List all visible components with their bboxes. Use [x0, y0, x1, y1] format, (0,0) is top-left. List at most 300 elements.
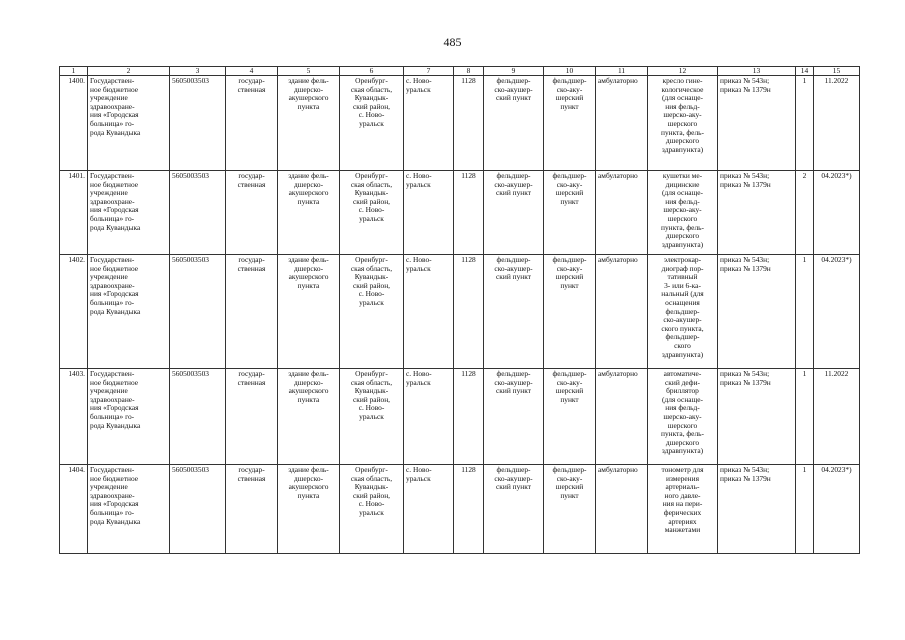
quantity-cell: 1: [796, 76, 814, 171]
locality-cell: [404, 465, 454, 554]
cell-line: больница» го-: [90, 507, 135, 517]
unit-name-cell: [544, 465, 596, 554]
cell-line: здание фель-: [288, 255, 329, 264]
column-number-cell: 15: [814, 67, 860, 76]
care-form-cell: [596, 465, 648, 554]
locality-cell: [404, 171, 454, 255]
cell-line: Оренбург-: [355, 465, 388, 474]
row-number-cell: 1403.: [60, 369, 88, 465]
cell-line: приказ № 543н;: [720, 76, 770, 85]
date-cell: 04.2023*): [814, 465, 860, 554]
address-cell: [340, 255, 404, 369]
cell-line: шерско-аку-: [663, 205, 702, 215]
cell-line: пункта, фель-: [661, 429, 704, 439]
cell-line: ский район,: [352, 490, 391, 500]
cell-line: уральск: [406, 473, 431, 483]
ownership-cell: [226, 465, 278, 554]
ownership-cell: [226, 255, 278, 369]
cell-line: учреждение: [90, 272, 128, 282]
cell-line: ский район,: [352, 280, 391, 290]
cell-line: ский пункт: [496, 482, 531, 492]
cell-line: фельдшер-: [496, 369, 531, 378]
column-number-cell: 6: [340, 67, 404, 76]
cell-line: ско-акушер-: [494, 84, 533, 94]
cell-line: с. Ново-: [358, 403, 385, 413]
inn-cell: 5605003503: [170, 171, 226, 255]
care-form-cell: [596, 369, 648, 465]
organization-cell: [88, 255, 170, 369]
cell-line: здравоохране-: [90, 490, 135, 500]
cell-line: пункт: [560, 101, 579, 111]
equipment-cell: [648, 255, 718, 369]
cell-line: (для оснаще-: [662, 394, 703, 404]
building-cell: [278, 465, 340, 554]
cell-line: ное бюджетное: [90, 84, 139, 94]
cell-line: фельдшер-: [552, 171, 587, 180]
cell-line: Оренбург-: [355, 171, 388, 180]
cell-line: пункта: [297, 196, 320, 206]
ownership-cell: [226, 76, 278, 171]
cell-line: фельдшер-: [552, 76, 587, 85]
cell-line: Кувандык-: [354, 272, 389, 282]
cell-line: государ-: [238, 255, 265, 264]
cell-line: фельдшер-: [496, 465, 531, 474]
cell-line: приказ № 543н;: [720, 369, 770, 378]
cell-line: Государствен-: [90, 171, 135, 180]
cell-line: кресло гине-: [662, 76, 703, 85]
cell-line: дшерского: [665, 437, 700, 447]
cell-line: пункт: [560, 196, 579, 206]
quantity-cell: 2: [796, 171, 814, 255]
cell-line: Государствен-: [90, 76, 135, 85]
cell-line: Государствен-: [90, 369, 135, 378]
address-cell: [340, 76, 404, 171]
cell-line: тонометр для: [661, 465, 704, 474]
table-row: [60, 369, 860, 465]
cell-line: пункт: [560, 490, 579, 500]
cell-line: дшерского: [665, 231, 700, 241]
column-number-cell: 8: [454, 67, 484, 76]
cell-line: здравпункта): [661, 239, 704, 249]
cell-line: дшерского: [665, 136, 700, 146]
cell-line: ния «Городская: [90, 403, 139, 413]
cell-line: уральск: [406, 179, 431, 189]
cell-line: здравоохране-: [90, 280, 135, 290]
cell-line: приказ № 543н;: [720, 255, 770, 264]
quantity-cell: 1: [796, 255, 814, 369]
cell-line: шерского: [667, 420, 698, 430]
cell-line: фельдшер-: [496, 255, 531, 264]
cell-line: 3- или 6-ка-: [664, 280, 701, 290]
cell-line: артериях: [668, 516, 697, 526]
ownership-cell: [226, 171, 278, 255]
cell-line: приказ № 1379н: [720, 84, 771, 94]
cell-line: дшерско-: [293, 84, 324, 94]
row-number-cell: 1404.: [60, 465, 88, 554]
cell-line: рода Кувандыка: [90, 306, 141, 316]
unit-type-cell: [484, 171, 544, 255]
cell-line: амбулаторно: [598, 255, 638, 264]
cell-line: ского пункта,: [661, 323, 704, 333]
column-number-cell: 9: [484, 67, 544, 76]
cell-line: ско-аку-: [556, 263, 583, 273]
cell-line: больница» го-: [90, 297, 135, 307]
cell-line: пункт: [560, 280, 579, 290]
column-number-row: [60, 67, 860, 76]
order-cell: [718, 369, 796, 465]
cell-line: ственная: [237, 84, 266, 94]
order-cell: [718, 171, 796, 255]
cell-line: ская область,: [350, 84, 393, 94]
cell-line: дшерско-: [293, 377, 324, 387]
organization-cell: [88, 369, 170, 465]
column-number-cell: 3: [170, 67, 226, 76]
cell-line: тативный: [667, 272, 698, 282]
cell-line: амбулаторно: [598, 465, 638, 474]
equipment-cell: [648, 76, 718, 171]
cell-line: уральск: [359, 411, 384, 421]
cell-line: ского: [674, 340, 691, 350]
cell-line: с. Ново-: [358, 110, 385, 120]
address-cell: [340, 465, 404, 554]
cell-line: оснащения: [665, 297, 700, 307]
cell-line: пункта, фель-: [661, 127, 704, 137]
cell-line: уральск: [359, 213, 384, 223]
cell-line: дшерско-: [293, 473, 324, 483]
cell-line: электрокар-: [663, 255, 702, 264]
cell-line: ско-акушер-: [494, 473, 533, 483]
cell-line: здравпункта): [661, 144, 704, 154]
cell-line: дицинские: [665, 179, 700, 189]
code-cell: 1128: [454, 369, 484, 465]
quantity-cell: 1: [796, 369, 814, 465]
cell-line: шерский: [555, 386, 584, 396]
cell-line: артериаль-: [665, 482, 700, 492]
cell-line: шерский: [555, 188, 584, 198]
equipment-cell: [648, 465, 718, 554]
cell-line: ния «Городская: [90, 289, 139, 299]
cell-line: ственная: [237, 263, 266, 273]
inn-cell: 5605003503: [170, 76, 226, 171]
date-cell: 04.2023*): [814, 171, 860, 255]
cell-line: здание фель-: [288, 76, 329, 85]
table-row: [60, 76, 860, 171]
page-number: 485: [443, 35, 462, 49]
table-row: [60, 465, 860, 554]
inn-cell: 5605003503: [170, 465, 226, 554]
cell-line: Кувандык-: [354, 188, 389, 198]
cell-line: ния на пери-: [662, 499, 703, 509]
cell-line: государ-: [238, 465, 265, 474]
cell-line: приказ № 1379н: [720, 473, 771, 483]
cell-line: акушерского: [288, 93, 329, 103]
cell-line: ский пункт: [496, 272, 531, 282]
locality-cell: [404, 255, 454, 369]
cell-line: уральск: [359, 297, 384, 307]
cell-line: ния «Городская: [90, 110, 139, 120]
cell-line: Оренбург-: [355, 369, 388, 378]
cell-line: ного давле-: [664, 490, 701, 500]
equipment-table: [59, 66, 860, 554]
cell-line: рода Кувандыка: [90, 516, 141, 526]
organization-cell: [88, 171, 170, 255]
code-cell: 1128: [454, 76, 484, 171]
cell-line: приказ № 1379н: [720, 263, 771, 273]
cell-line: с. Ново-: [358, 499, 385, 509]
cell-line: шерско-аку-: [663, 110, 702, 120]
cell-line: с. Ново-: [406, 76, 432, 85]
table-row: [60, 171, 860, 255]
cell-line: приказ № 543н;: [720, 171, 770, 180]
building-cell: [278, 369, 340, 465]
cell-line: амбулаторно: [598, 171, 638, 180]
cell-line: здание фель-: [288, 369, 329, 378]
cell-line: (для оснаще-: [662, 93, 703, 103]
cell-line: фельдшер-: [552, 255, 587, 264]
order-cell: [718, 255, 796, 369]
cell-line: шерского: [667, 213, 698, 223]
cell-line: ное бюджетное: [90, 179, 139, 189]
cell-line: с. Ново-: [358, 205, 385, 215]
locality-cell: [404, 369, 454, 465]
column-number-cell: 13: [718, 67, 796, 76]
address-cell: [340, 171, 404, 255]
cell-line: с. Ново-: [406, 171, 432, 180]
cell-line: шерского: [667, 118, 698, 128]
column-number-cell: 10: [544, 67, 596, 76]
cell-line: ский пункт: [496, 386, 531, 396]
cell-line: уральск: [406, 84, 431, 94]
cell-line: фельдшер-: [552, 465, 587, 474]
cell-line: с. Ново-: [406, 369, 432, 378]
row-number-cell: 1401.: [60, 171, 88, 255]
column-number-cell: 5: [278, 67, 340, 76]
cell-line: ская область,: [350, 179, 393, 189]
cell-line: пункта: [297, 490, 320, 500]
building-cell: [278, 171, 340, 255]
cell-line: Кувандык-: [354, 386, 389, 396]
cell-line: здание фель-: [288, 171, 329, 180]
cell-line: государ-: [238, 171, 265, 180]
cell-line: уральск: [359, 118, 384, 128]
cell-line: здание фель-: [288, 465, 329, 474]
cell-line: приказ № 1379н: [720, 179, 771, 189]
date-cell: 11.2022: [814, 76, 860, 171]
unit-name-cell: [544, 171, 596, 255]
cell-line: манжетами: [664, 525, 701, 535]
cell-line: учреждение: [90, 93, 128, 103]
cell-line: больница» го-: [90, 118, 135, 128]
cell-line: ное бюджетное: [90, 263, 139, 273]
cell-line: фельдшер-: [496, 171, 531, 180]
cell-line: ский район,: [352, 394, 391, 404]
cell-line: здравоохране-: [90, 101, 135, 111]
row-number-cell: 1400.: [60, 76, 88, 171]
column-number-cell: 1: [60, 67, 88, 76]
cell-line: государ-: [238, 369, 265, 378]
code-cell: 1128: [454, 255, 484, 369]
cell-line: рода Кувандыка: [90, 127, 141, 137]
cell-line: Кувандык-: [354, 93, 389, 103]
cell-line: ский дефи-: [665, 377, 700, 387]
column-number-cell: 11: [596, 67, 648, 76]
locality-cell: [404, 76, 454, 171]
cell-line: уральск: [406, 377, 431, 387]
organization-cell: [88, 465, 170, 554]
inn-cell: 5605003503: [170, 369, 226, 465]
cell-line: учреждение: [90, 482, 128, 492]
cell-line: пункта: [297, 101, 320, 111]
cell-line: уральск: [406, 263, 431, 273]
cell-line: ное бюджетное: [90, 473, 139, 483]
unit-name-cell: [544, 369, 596, 465]
order-cell: [718, 76, 796, 171]
cell-line: автоматиче-: [663, 369, 702, 378]
cell-line: ско-аку-: [556, 179, 583, 189]
cell-line: Государствен-: [90, 255, 135, 264]
cell-line: (для оснаще-: [662, 188, 703, 198]
unit-type-cell: [484, 76, 544, 171]
cell-line: пункта: [297, 280, 320, 290]
cell-line: шерский: [555, 93, 584, 103]
cell-line: ное бюджетное: [90, 377, 139, 387]
cell-line: рода Кувандыка: [90, 420, 141, 430]
cell-line: ский район,: [352, 101, 391, 111]
cell-line: ско-аку-: [556, 84, 583, 94]
cell-line: с. Ново-: [406, 465, 432, 474]
cell-line: приказ № 1379н: [720, 377, 771, 387]
cell-line: амбулаторно: [598, 76, 638, 85]
unit-type-cell: [484, 465, 544, 554]
cell-line: фельдшер-: [665, 332, 700, 342]
ownership-cell: [226, 369, 278, 465]
unit-type-cell: [484, 255, 544, 369]
organization-cell: [88, 76, 170, 171]
building-cell: [278, 255, 340, 369]
cell-line: акушерского: [288, 386, 329, 396]
cell-line: ния «Городская: [90, 205, 139, 215]
cell-line: с. Ново-: [358, 289, 385, 299]
code-cell: 1128: [454, 171, 484, 255]
cell-line: амбулаторно: [598, 369, 638, 378]
cell-line: ско-акушер-: [494, 377, 533, 387]
cell-line: фельдшер-: [552, 369, 587, 378]
cell-line: с. Ново-: [406, 255, 432, 264]
cell-line: ский район,: [352, 196, 391, 206]
table-row: [60, 255, 860, 369]
cell-line: учреждение: [90, 386, 128, 396]
cell-line: диограф пор-: [661, 263, 704, 273]
cell-line: ско-аку-: [556, 377, 583, 387]
cell-line: здравоохране-: [90, 196, 135, 206]
date-cell: 11.2022: [814, 369, 860, 465]
cell-line: пункт: [560, 394, 579, 404]
cell-line: Государствен-: [90, 465, 135, 474]
code-cell: 1128: [454, 465, 484, 554]
cell-line: учреждение: [90, 188, 128, 198]
cell-line: ния «Городская: [90, 499, 139, 509]
cell-line: Оренбург-: [355, 255, 388, 264]
unit-name-cell: [544, 255, 596, 369]
cell-line: Кувандык-: [354, 482, 389, 492]
cell-line: дшерско-: [293, 179, 324, 189]
cell-line: кологическое: [661, 84, 704, 94]
cell-line: ферических: [663, 507, 702, 517]
cell-line: больница» го-: [90, 213, 135, 223]
column-number-cell: 12: [648, 67, 718, 76]
cell-line: ский пункт: [496, 93, 531, 103]
cell-line: ско-акушер-: [494, 179, 533, 189]
unit-type-cell: [484, 369, 544, 465]
equipment-cell: [648, 171, 718, 255]
cell-line: дшерско-: [293, 263, 324, 273]
cell-line: здравпункта): [661, 446, 704, 456]
cell-line: приказ № 543н;: [720, 465, 770, 474]
row-number-cell: 1402.: [60, 255, 88, 369]
unit-name-cell: [544, 76, 596, 171]
cell-line: пункта, фель-: [661, 222, 704, 232]
cell-line: здравоохране-: [90, 394, 135, 404]
inn-cell: 5605003503: [170, 255, 226, 369]
cell-line: ственная: [237, 473, 266, 483]
cell-line: здравпункта): [661, 349, 704, 359]
cell-line: шерско-аку-: [663, 411, 702, 421]
cell-line: ско-акушер-: [494, 263, 533, 273]
cell-line: ния фельд-: [665, 196, 700, 206]
care-form-cell: [596, 171, 648, 255]
order-cell: [718, 465, 796, 554]
cell-line: бриллятор: [666, 386, 699, 396]
cell-line: Оренбург-: [355, 76, 388, 85]
cell-line: акушерского: [288, 482, 329, 492]
cell-line: ния фельд-: [665, 403, 700, 413]
cell-line: государ-: [238, 76, 265, 85]
cell-line: пункта: [297, 394, 320, 404]
cell-line: ский пункт: [496, 188, 531, 198]
quantity-cell: 1: [796, 465, 814, 554]
cell-line: фельдшер-: [496, 76, 531, 85]
cell-line: ская область,: [350, 377, 393, 387]
column-number-cell: 2: [88, 67, 170, 76]
cell-line: уральск: [359, 507, 384, 517]
cell-line: ния фельд-: [665, 101, 700, 111]
cell-line: измерения: [665, 473, 699, 483]
cell-line: нальный (для: [661, 289, 704, 299]
cell-line: акушерского: [288, 188, 329, 198]
date-cell: 04.2023*): [814, 255, 860, 369]
column-number-cell: 7: [404, 67, 454, 76]
cell-line: ская область,: [350, 263, 393, 273]
cell-line: ская область,: [350, 473, 393, 483]
cell-line: больница» го-: [90, 411, 135, 421]
equipment-cell: [648, 369, 718, 465]
cell-line: ственная: [237, 377, 266, 387]
column-number-cell: 14: [796, 67, 814, 76]
building-cell: [278, 76, 340, 171]
cell-line: шерский: [555, 272, 584, 282]
cell-line: акушерского: [288, 272, 329, 282]
cell-line: рода Кувандыка: [90, 222, 141, 232]
cell-line: ско-акушер-: [663, 315, 702, 325]
cell-line: фельдшер-: [665, 306, 700, 316]
address-cell: [340, 369, 404, 465]
column-number-cell: 4: [226, 67, 278, 76]
cell-line: кушетки ме-: [662, 171, 703, 180]
cell-line: шерский: [555, 482, 584, 492]
cell-line: ско-аку-: [556, 473, 583, 483]
care-form-cell: [596, 76, 648, 171]
care-form-cell: [596, 255, 648, 369]
